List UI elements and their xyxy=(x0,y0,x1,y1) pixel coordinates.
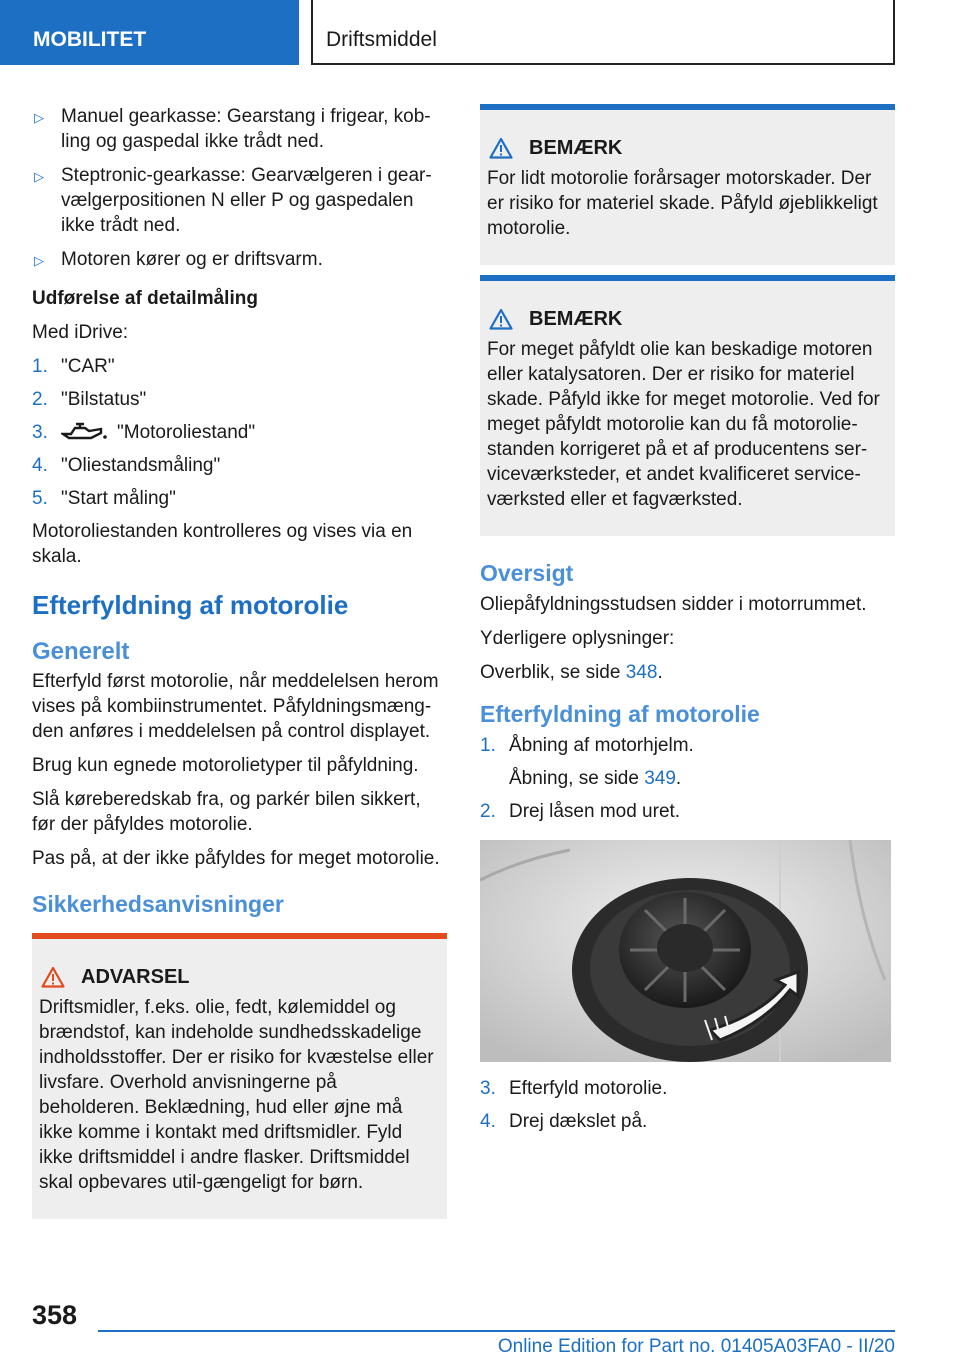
list-item: ▷ Manuel gearkasse: Gearstang i frigear, kob-ling og gaspedal ikke trådt ned. xyxy=(34,106,431,152)
main-heading: Efterfyldning af motorolie xyxy=(32,590,349,620)
notice-body: For meget påfyldt olie kan beskadige motoren eller katalysatoren. Der er risiko for materiel skade. Påfyld ikke for meget motorolie. Ved for meget påfyldt motorolie kan du få motorolie-standen korrigeret på et af producentens ser-viceværksteder, et andet kvalificeret service-værksted eller et fagværksted. xyxy=(487,339,880,510)
general-paragraph: Slå køreberedskab fra, og parkér bilen sikkert, før der påfyldes motorolie. xyxy=(32,789,421,835)
fill-heading: Efterfyldning af motorolie xyxy=(480,701,760,727)
chapter-title: Driftsmiddel xyxy=(311,0,895,65)
warning-triangle-icon xyxy=(489,308,513,330)
edition-footer: Online Edition for Part no. 01405A03FA0 - II/20 xyxy=(497,1336,895,1357)
list-item: 1. Åbning af motorhjelm. Åbning, se side 349. xyxy=(480,735,694,789)
general-paragraph: Pas på, at der ikke påfyldes for meget motorolie. xyxy=(32,848,440,869)
section-tab: MOBILITET xyxy=(0,0,299,65)
fill-steps-a xyxy=(480,733,895,824)
notice-body: For lidt motorolie forårsager motorskader. Der er risiko for materiel skade. Påfyld øjeblikkeligt motorolie. xyxy=(487,168,878,239)
triangle-bullet-icon: ▷ xyxy=(34,169,44,184)
oil-cap-photo xyxy=(480,840,891,1062)
list-item: 5. "Start måling" xyxy=(32,488,176,509)
notice-box xyxy=(480,275,895,536)
page-link[interactable]: 348 xyxy=(625,662,658,683)
overview-reference: Overblik, se side 348. xyxy=(480,662,663,683)
left-column xyxy=(32,104,447,1229)
overview-heading: Oversigt xyxy=(480,560,574,586)
idrive-steps xyxy=(32,354,447,511)
step-reference: Åbning, se side 349. xyxy=(509,768,682,789)
list-item: 2. Drej låsen mod uret. xyxy=(480,801,681,822)
warning-box xyxy=(32,933,447,1219)
oil-cap-illustration xyxy=(480,840,891,1062)
warning-body: Driftsmidler, f.eks. olie, fedt, kølemiddel og brændstof, kan indeholde sundhedsskadelige indholdsstoffer. Der er risiko for kvæstelse eller livsfare. Overhold anvisningerne på beholderen. Beklædning, hud eller øjne må ikke komme i kontakt med driftsmidler. Fyld ikke driftsmiddel i andre flasker. Driftsmiddel skal opbevares util-gængeligt for børn. xyxy=(39,997,434,1193)
list-item: 4. Drej dækslet på. xyxy=(480,1111,648,1132)
notice-header: BEMÆRK xyxy=(487,307,887,331)
list-item: ▷ Motoren kører og er driftsvarm. xyxy=(32,247,447,272)
fill-steps-b xyxy=(480,1076,895,1134)
notice-header: BEMÆRK xyxy=(487,136,887,160)
warning-triangle-icon xyxy=(489,137,513,159)
page-link[interactable]: 349 xyxy=(644,768,676,789)
general-paragraph: Efterfyld først motorolie, når meddelelsen herom vises på kombiinstrumentet. Påfyldningsmæng-den anføres i meddelelsen på control displayet. xyxy=(32,671,439,742)
warning-header: ADVARSEL xyxy=(39,965,439,989)
right-column xyxy=(480,104,895,1142)
triangle-bullet-icon: ▷ xyxy=(34,110,44,125)
triangle-bullet-icon: ▷ xyxy=(34,253,44,268)
list-item: 4. "Oliestandsmåling" xyxy=(32,455,221,476)
car-oil-icon xyxy=(61,422,107,444)
general-heading: Generelt xyxy=(32,638,130,665)
safety-heading: Sikkerhedsanvisninger xyxy=(32,891,284,917)
detail-heading: Udførelse af detailmåling xyxy=(32,288,258,309)
general-paragraph: Brug kun egnede motorolietyper til påfyldning. xyxy=(32,755,419,776)
warning-triangle-icon xyxy=(41,966,65,988)
notice-box xyxy=(480,104,895,265)
list-item: 3. Efterfyld motorolie. xyxy=(480,1078,668,1099)
scale-text: Motoroliestanden kontrolleres og vises via en skala. xyxy=(32,521,413,567)
footer-divider xyxy=(98,1330,895,1332)
condition-list xyxy=(32,104,447,272)
more-info-text: Yderligere oplysninger: xyxy=(480,628,675,649)
page-number: 358 xyxy=(32,1300,78,1330)
list-item: 3. "Motoroliestand" xyxy=(32,422,256,443)
list-item: 2. "Bilstatus" xyxy=(32,389,147,410)
idrive-intro: Med iDrive: xyxy=(32,322,129,343)
list-item: 1. "CAR" xyxy=(32,356,115,377)
list-item: ▷ Steptronic-gearkasse: Gearvælgeren i gear-vælgerpositionen N eller P og gaspedalen ikke trådt ned. xyxy=(34,165,432,236)
overview-text: Oliepåfyldningsstudsen sidder i motorrummet. xyxy=(480,594,867,615)
